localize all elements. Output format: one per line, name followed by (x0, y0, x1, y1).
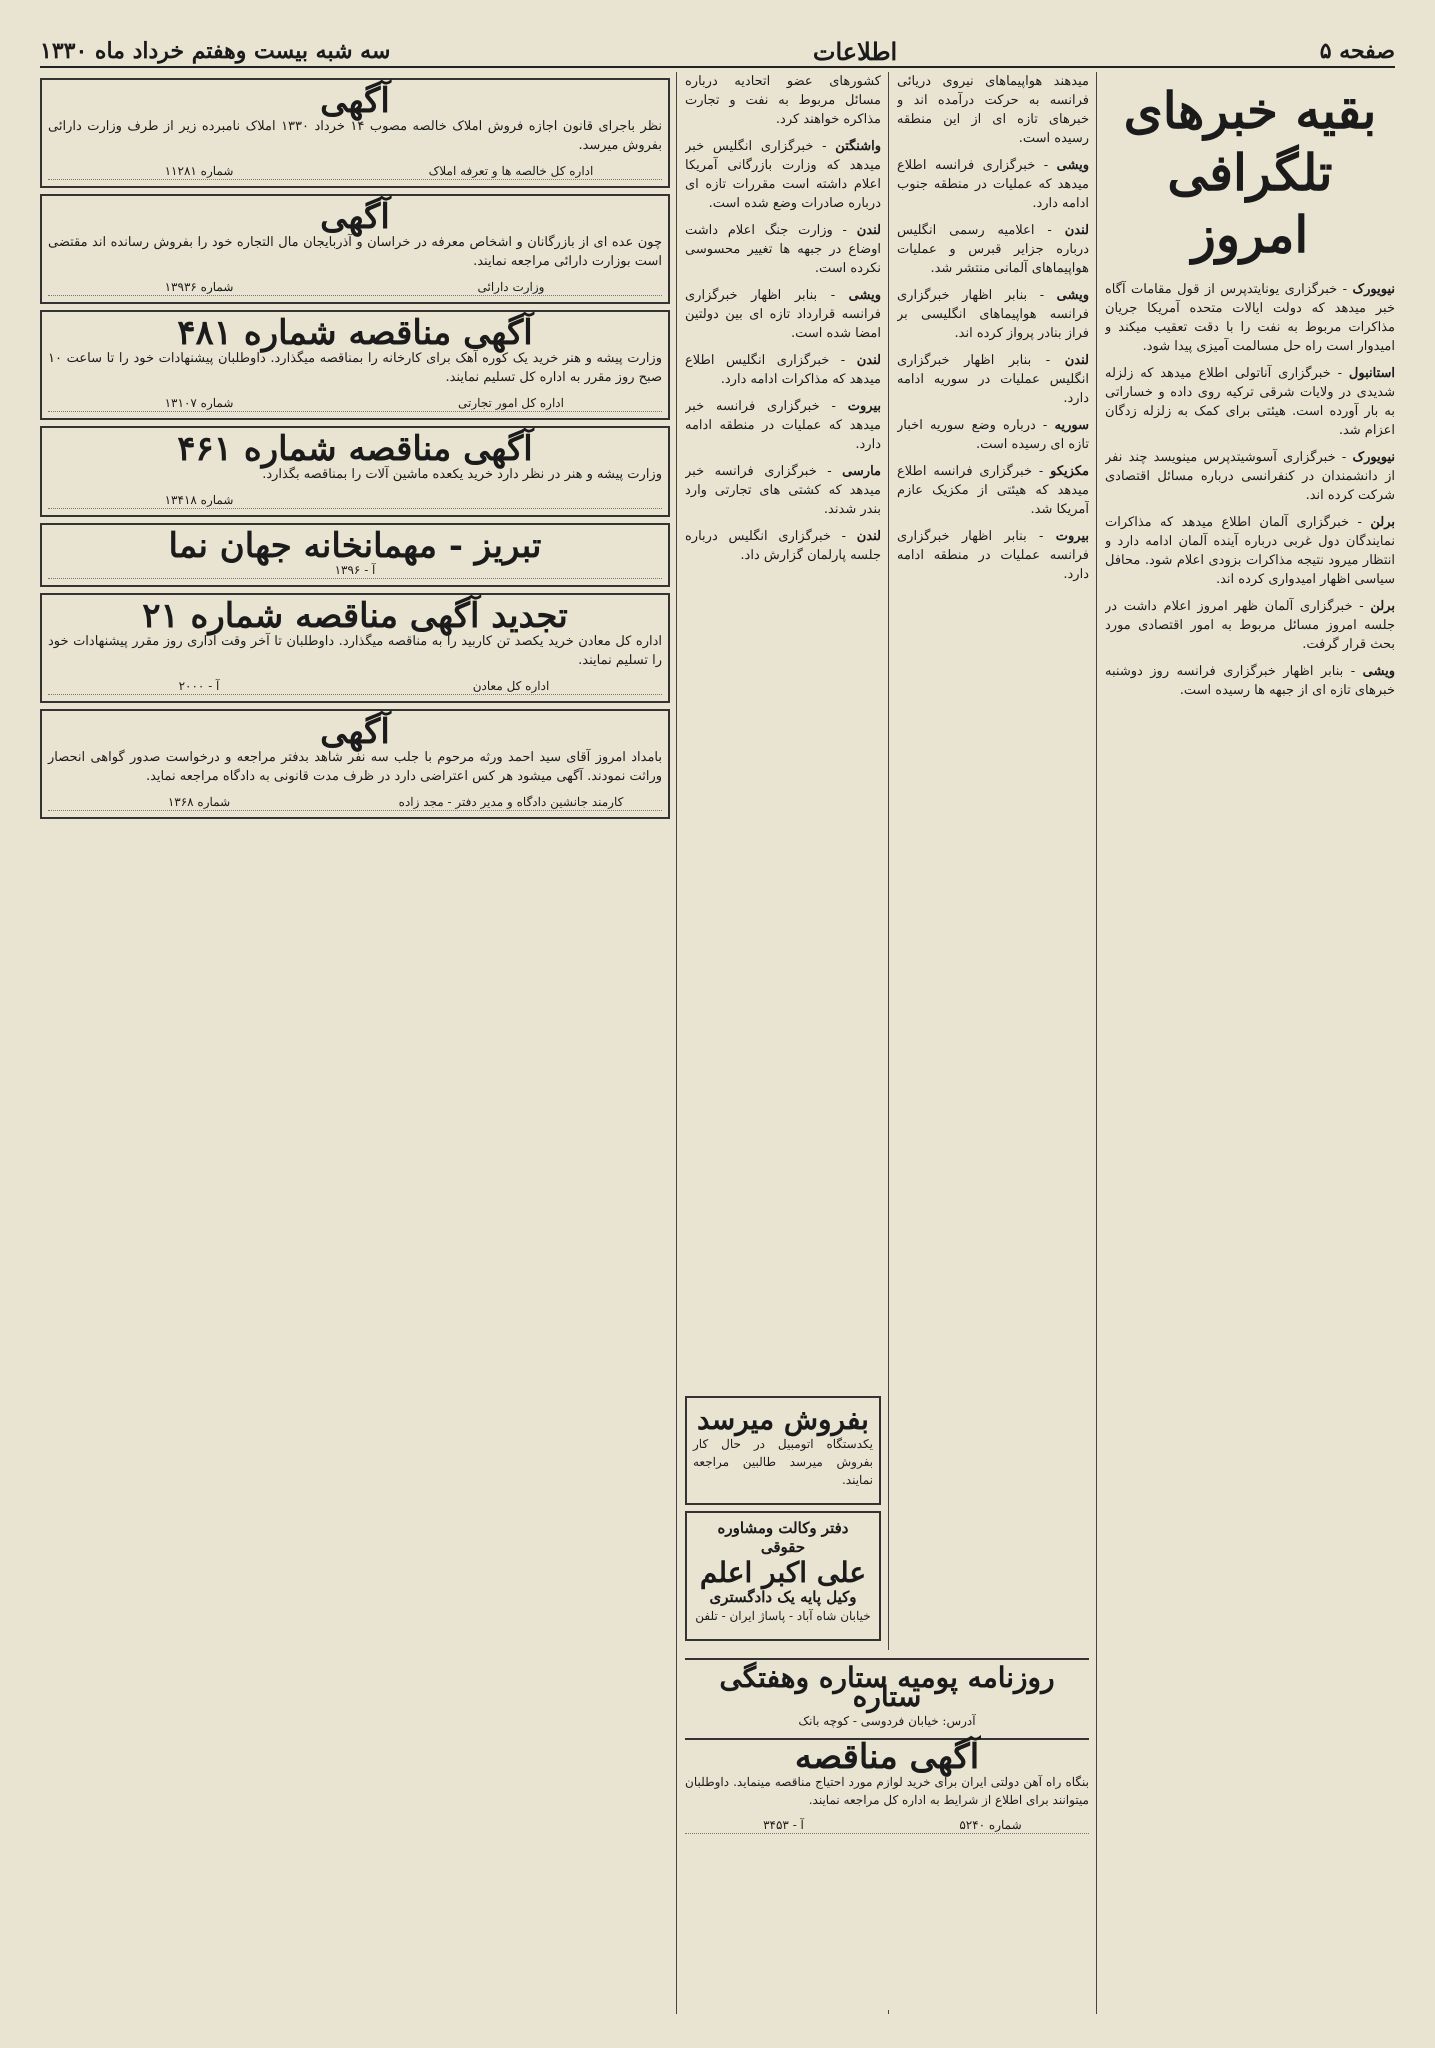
news-text: خبرگزاری انگلیس درباره جلسه پارلمان گزارش داد. (685, 529, 881, 563)
ad-block (40, 593, 670, 703)
col1-items (1105, 280, 1395, 700)
lawyer-ad (685, 1511, 881, 1641)
issue-date: سه شبه بیست وهفتم خرداد ماه ۱۳۳۰ (40, 38, 391, 64)
ad-text: چون عده ای از بازرگانان و اشخاص معرفه در خراسان و آذربایجان مال التجاره خود را بفروش رسانده اند مقتضی است بوزارت دارائی مراجعه نمایند. (48, 235, 662, 269)
news-item: سوریه - درباره وضع سوریه اخبار تازه ای رسیده است. (897, 418, 1089, 452)
news-item: نیویورک - خبرگزاری آسوشیتدپرس مینویسد چند نفر از دانشمندان در کنفرانسی درباره مسائل اقتصادی شرکت کرده اند. (1105, 450, 1395, 503)
ad-title: آگهی مناقصه شماره ۴۸۱ (177, 313, 533, 353)
tender-number: شماره ۵۲۴۰ (959, 1818, 1022, 1832)
dateline: لندن (856, 223, 881, 238)
ad-footer-text: وزارت دارائی (477, 280, 545, 294)
dateline: لندن (1064, 353, 1089, 368)
ad-footer (48, 562, 662, 579)
news-item: برلن - خبرگزاری آلمان ظهر امروز اعلام داشت در جلسه امروز مسائل مربوط به امور اقتصادی مورد بحث قرار گرفت. (1105, 599, 1395, 652)
ad-text: بامداد امروز آقای سید احمد ورثه مرحوم با جلب سه نفر شاهد بدفتر مراجعه و درخواست صدور گواهی انحصار وراثت نمودند. آگهی میشود هر کس اعتراضی دارد در ظرف مدت قانونی به دادگاه مراجعه نماید. (48, 750, 662, 784)
news-text: کشورهای عضو اتحادیه درباره مسائل مربوط به نفت و تجارت مذاکره خواهند کرد. (685, 74, 881, 127)
dateline: لندن (856, 353, 881, 368)
sale-ad (685, 1396, 881, 1505)
ad-footer-text: اداره کل امور تجارتی (458, 396, 564, 410)
news-text: خبرگزاری آلمان اطلاع میدهد که مذاکرات نمایندگان دول غربی درباره آینده آلمان ادامه دارد و انتظار میرود نتیجه مذاکرات بزودی اعلام شود. محافل سیاسی اظهار امیدواری کرده اند. (1105, 515, 1395, 587)
ad-text: وزارت پیشه و هنر خرید یک کوره آهک برای کارخانه را بمناقصه میگذارد. داوطلبان پیشنهادات خود را تا ساعت ۱۰ صبح روز مقرر به اداره کل تسلیم نمایند. (48, 351, 662, 385)
dateline: سوریه (1054, 418, 1089, 433)
news-item: لندن - خبرگزاری انگلیس اطلاع میدهد که مذاکرات ادامه دارد. (685, 353, 881, 387)
ad-text: اداره کل معادن خرید یکصد تن کاربید را به مناقصه میگذارد. داوطلبان تا آخر وقت اداری روز مقرر پیشنهادات خود را تسلیم نمایند. (48, 634, 662, 668)
ad-block (40, 78, 670, 188)
ad-footer-text: اداره کل خالصه ها و تعرفه املاک (428, 164, 594, 178)
ad-title: آگهی (320, 712, 390, 752)
divider (685, 1658, 1089, 1660)
dateline: ویشی (1056, 158, 1089, 173)
news-text: اعلامیه رسمی انگلیس درباره جزایر قبرس و عملیات هواپیماهای آلمانی منتشر شد. (897, 223, 1089, 276)
dateline: ویشی (1362, 664, 1395, 679)
ads-column (40, 72, 670, 2012)
news-text: خبرگزاری آسوشیتدپرس مینویسد چند نفر از دانشمندان در کنفرانسی درباره مسائل اقتصادی شرکت کرده اند. (1105, 450, 1395, 503)
news-text: خبرگزاری فرانسه خبر میدهد که عملیات در منطقه ادامه دارد. (685, 399, 881, 452)
ad-footer-text (360, 492, 662, 508)
dateline: برلن (1370, 515, 1395, 530)
ad-title: آگهی مناقصه شماره ۴۶۱ (177, 429, 533, 469)
dateline: برلن (1370, 599, 1395, 614)
weekly-subtitle: آدرس: خیابان فردوسی - کوچه بانک (798, 1714, 976, 1728)
sale-text: یکدستگاه اتومبیل در حال کار بفروش میرسد طالبین مراجعه نمایند. (693, 1437, 873, 1487)
ad-footer (48, 678, 662, 695)
ad-footer-text: اداره کل معادن (472, 679, 550, 693)
news-text: بنابر اظهار خبرگزاری فرانسه عملیات در منطقه ادامه دارد. (897, 529, 1089, 582)
news-text: درباره وضع سوریه اخبار تازه ای رسیده است. (897, 418, 1089, 452)
ad-footer (48, 163, 662, 180)
ad-block (40, 523, 670, 587)
lawyer-text: خیابان شاه آباد - پاساژ ایران - تلفن (695, 1609, 871, 1623)
ad-number: شماره ۱۳۶۸ (167, 795, 231, 809)
news-text: بنابر اظهار خبرگزاری انگلیس عملیات در سوریه ادامه دارد. (897, 353, 1089, 406)
dateline: نیویورک (1352, 450, 1395, 465)
news-text: خبرگزاری آناتولی اطلاع میدهد که زلزله شدیدی در ولایات شرقی ترکیه روی داده و خساراتی به بار آورده است. هیئتی برای کمک به زلزله زدگان اعزام شد. (1105, 366, 1395, 438)
news-text: بنابر اظهار خبرگزاری فرانسه قرارداد تازه ای بین دولتین امضا شده است. (685, 288, 881, 341)
ad-footer-text: کارمند جانشین دادگاه و مدیر دفتر - مجد زاده (398, 795, 624, 809)
sale-title: بفروش میرسد (697, 1403, 869, 1436)
ad-number: شماره ۱۳۱۰۷ (164, 396, 234, 410)
ad-number: شماره ۱۳۹۳۶ (164, 280, 234, 294)
dateline: واشنگتن (835, 139, 881, 154)
news-column-1 (1105, 72, 1395, 2012)
page-header (40, 36, 1395, 68)
news-item: واشنگتن - خبرگزاری انگلیس خبر میدهد که وزارت بازرگانی آمریکا اعلام داشته است مقررات تازه ای درباره صادرات وضع شده است. (685, 139, 881, 211)
dateline: ویشی (848, 288, 881, 303)
ad-title: تجدید آگهی مناقصه شماره ۲۱ (142, 596, 568, 636)
news-item: لندن - وزارت جنگ اعلام داشت اوضاع در جبهه ها تغییر محسوسی نکرده است. (685, 223, 881, 276)
lawyer-name: علی اکبر اعلم (699, 1556, 867, 1589)
news-item: برلن - خبرگزاری آلمان اطلاع میدهد که مذاکرات نمایندگان دول غربی درباره آینده آلمان ادامه دارد و انتظار میرود نتیجه مذاکرات بزودی اعلام شود. محافل سیاسی اظهار امیدواری کرده اند. (1105, 515, 1395, 587)
news-text: خبرگزاری فرانسه اطلاع میدهد که عملیات در منطقه جنوب ادامه دارد. (897, 158, 1089, 211)
ad-number: شماره ۱۳۴۱۸ (164, 493, 234, 507)
news-column-3 (685, 72, 881, 1382)
ad-block (40, 194, 670, 304)
ad-number: آ - ۲۰۰۰ (178, 679, 220, 693)
news-item: بیروت - خبرگزاری فرانسه خبر میدهد که عملیات در منطقه ادامه دارد. (685, 399, 881, 452)
column-rule (1096, 72, 1097, 2014)
ad-number: شماره ۱۱۲۸۱ (164, 164, 234, 178)
page-number: صفحه ۵ (1319, 38, 1395, 64)
news-item: استانبول - خبرگزاری آناتولی اطلاع میدهد که زلزله شدیدی در ولایات شرقی ترکیه روی داده و خساراتی به بار آورده است. هیئتی برای کمک به زلزله زدگان اعزام شد. (1105, 366, 1395, 438)
ad-footer (48, 395, 662, 412)
news-item: لندن - خبرگزاری انگلیس درباره جلسه پارلمان گزارش داد. (685, 529, 881, 563)
news-item (685, 72, 881, 129)
ad-block (40, 709, 670, 819)
news-text: خبرگزاری فرانسه اطلاع میدهد که هیئتی از مکزیک عازم آمریکا شد. (897, 464, 1089, 517)
tender-footer (685, 1817, 1089, 1834)
tender-code: آ - ۳۴۵۳ (763, 1818, 804, 1832)
dateline: بیروت (1055, 529, 1089, 544)
news-item: مکزیکو - خبرگزاری فرانسه اطلاع میدهد که هیئتی از مکزیک عازم آمریکا شد. (897, 464, 1089, 517)
news-text: بنابر اظهار خبرگزاری فرانسه روز دوشنبه خبرهای تازه ای از جبهه ها رسیده است. (1105, 664, 1395, 698)
news-item: ویشی - بنابر اظهار خبرگزاری فرانسه روز دوشنبه خبرهای تازه ای از جبهه ها رسیده است. (1105, 664, 1395, 698)
dateline: لندن (856, 529, 881, 544)
news-text: خبرگزاری آلمان ظهر امروز اعلام داشت در جلسه امروز مسائل مربوط به امور اقتصادی مورد بحث قرار گرفت. (1105, 599, 1395, 652)
dateline: مارسی (842, 464, 881, 479)
dateline: ویشی (1056, 288, 1089, 303)
dateline: نیویورک (1352, 282, 1395, 297)
news-text: خبرگزاری انگلیس اطلاع میدهد که مذاکرات ادامه دارد. (685, 353, 881, 387)
news-item: ویشی - خبرگزاری فرانسه اطلاع میدهد که عملیات در منطقه جنوب ادامه دارد. (897, 158, 1089, 211)
ad-block (40, 310, 670, 420)
ad-footer (48, 279, 662, 296)
dateline: بیروت (847, 399, 881, 414)
tender-text: بنگاه راه آهن دولتی ایران برای خرید لوازم مورد احتیاج مناقصه مینماید. داوطلبان میتوانند برای اطلاع از شرایط به اداره کل مراجعه نمایند. (685, 1775, 1089, 1807)
ad-title: آگهی (320, 197, 390, 237)
news-text: وزارت جنگ اعلام داشت اوضاع در جبهه ها تغییر محسوسی نکرده است. (685, 223, 881, 276)
ad-footer (48, 794, 662, 811)
news-item: مارسی - خبرگزاری فرانسه خبر میدهد که کشتی های تجارتی وارد بندر شدند. (685, 464, 881, 517)
news-item: نیویورک - خبرگزاری یونایتدپرس از قول مقامات آگاه خبر میدهد که دولت ایالات متحده آمریکا جریان مذاکرات مربوط به نفت را با دقت تعقیب میکند و امیدوار است راه حل مسالمت آمیزی پیدا شود. (1105, 282, 1395, 354)
news-item: لندن - اعلامیه رسمی انگلیس درباره جزایر قبرس و عملیات هواپیماهای آلمانی منتشر شد. (897, 223, 1089, 276)
ad-block (40, 426, 670, 517)
news-text: بنابر اظهار خبرگزاری فرانسه هواپیماهای انگلیسی بر فراز بنادر پرواز کرده اند. (897, 288, 1089, 341)
news-text: خبرگزاری فرانسه خبر میدهد که کشتی های تجارتی وارد بندر شدند. (685, 464, 881, 517)
news-item: ویشی - بنابر اظهار خبرگزاری فرانسه هواپیماهای انگلیسی بر فراز بنادر پرواز کرده اند. (897, 288, 1089, 341)
ad-text: وزارت پیشه و هنر در نظر دارد خرید یکعده ماشین آلات را بمناقصه بگذارد. (262, 467, 662, 482)
dateline: مکزیکو (1050, 464, 1089, 479)
news-text: میدهند هواپیماهای نیروی دریائی فرانسه به حرکت درآمده اند و خبرهای تازه ای از این منطقه رسیده است. (897, 74, 1089, 146)
weekly-and-tender (685, 1650, 1089, 2010)
headline: بقیه خبرهای تلگرافی امروز (1123, 81, 1377, 264)
ad-text: نظر باجرای قانون اجازه فروش املاک خالصه مصوب ۱۴ خرداد ۱۳۳۰ املاک نامبرده زیر از طرف وزارت دارائی بفروش میرسد. (48, 119, 662, 153)
lawyer-office: دفتر وکالت ومشاوره حقوقی (717, 1519, 849, 1556)
news-item: ویشی - بنابر اظهار خبرگزاری فرانسه قرارداد تازه ای بین دولتین امضا شده است. (685, 288, 881, 341)
news-text: خبرگزاری یونایتدپرس از قول مقامات آگاه خبر میدهد که دولت ایالات متحده آمریکا جریان مذاکرات مربوط به نفت را با دقت تعقیب میکند و امیدوار است راه حل مسالمت آمیزی پیدا شود. (1105, 282, 1395, 354)
news-item (897, 72, 1089, 148)
ad-title: تبریز - مهمانخانه جهان نما (168, 526, 542, 566)
news-text: خبرگزاری انگلیس خبر میدهد که وزارت بازرگانی آمریکا اعلام داشته است مقررات تازه ای درباره صادرات وضع شده است. (685, 139, 881, 211)
dateline: استانبول (1348, 366, 1395, 381)
lawyer-title: وکیل پایه یک دادگستری (709, 1588, 857, 1606)
tender-title: آگهی مناقصه (794, 1737, 980, 1777)
ad-footer (48, 492, 662, 509)
newspaper-name: اطلاعات (812, 36, 898, 66)
news-item: لندن - بنابر اظهار خبرگزاری انگلیس عملیات در سوریه ادامه دارد. (897, 353, 1089, 406)
weekly-title: روزنامه پومیه ستاره وهفتگی ستاره (719, 1661, 1055, 1713)
news-item: بیروت - بنابر اظهار خبرگزاری فرانسه عملیات در منطقه ادامه دارد. (897, 529, 1089, 582)
ad-number: آ - ۱۳۹۶ (334, 563, 376, 577)
column-rule (676, 72, 677, 2014)
dateline: لندن (1064, 223, 1089, 238)
ad-title: آگهی (320, 81, 390, 121)
